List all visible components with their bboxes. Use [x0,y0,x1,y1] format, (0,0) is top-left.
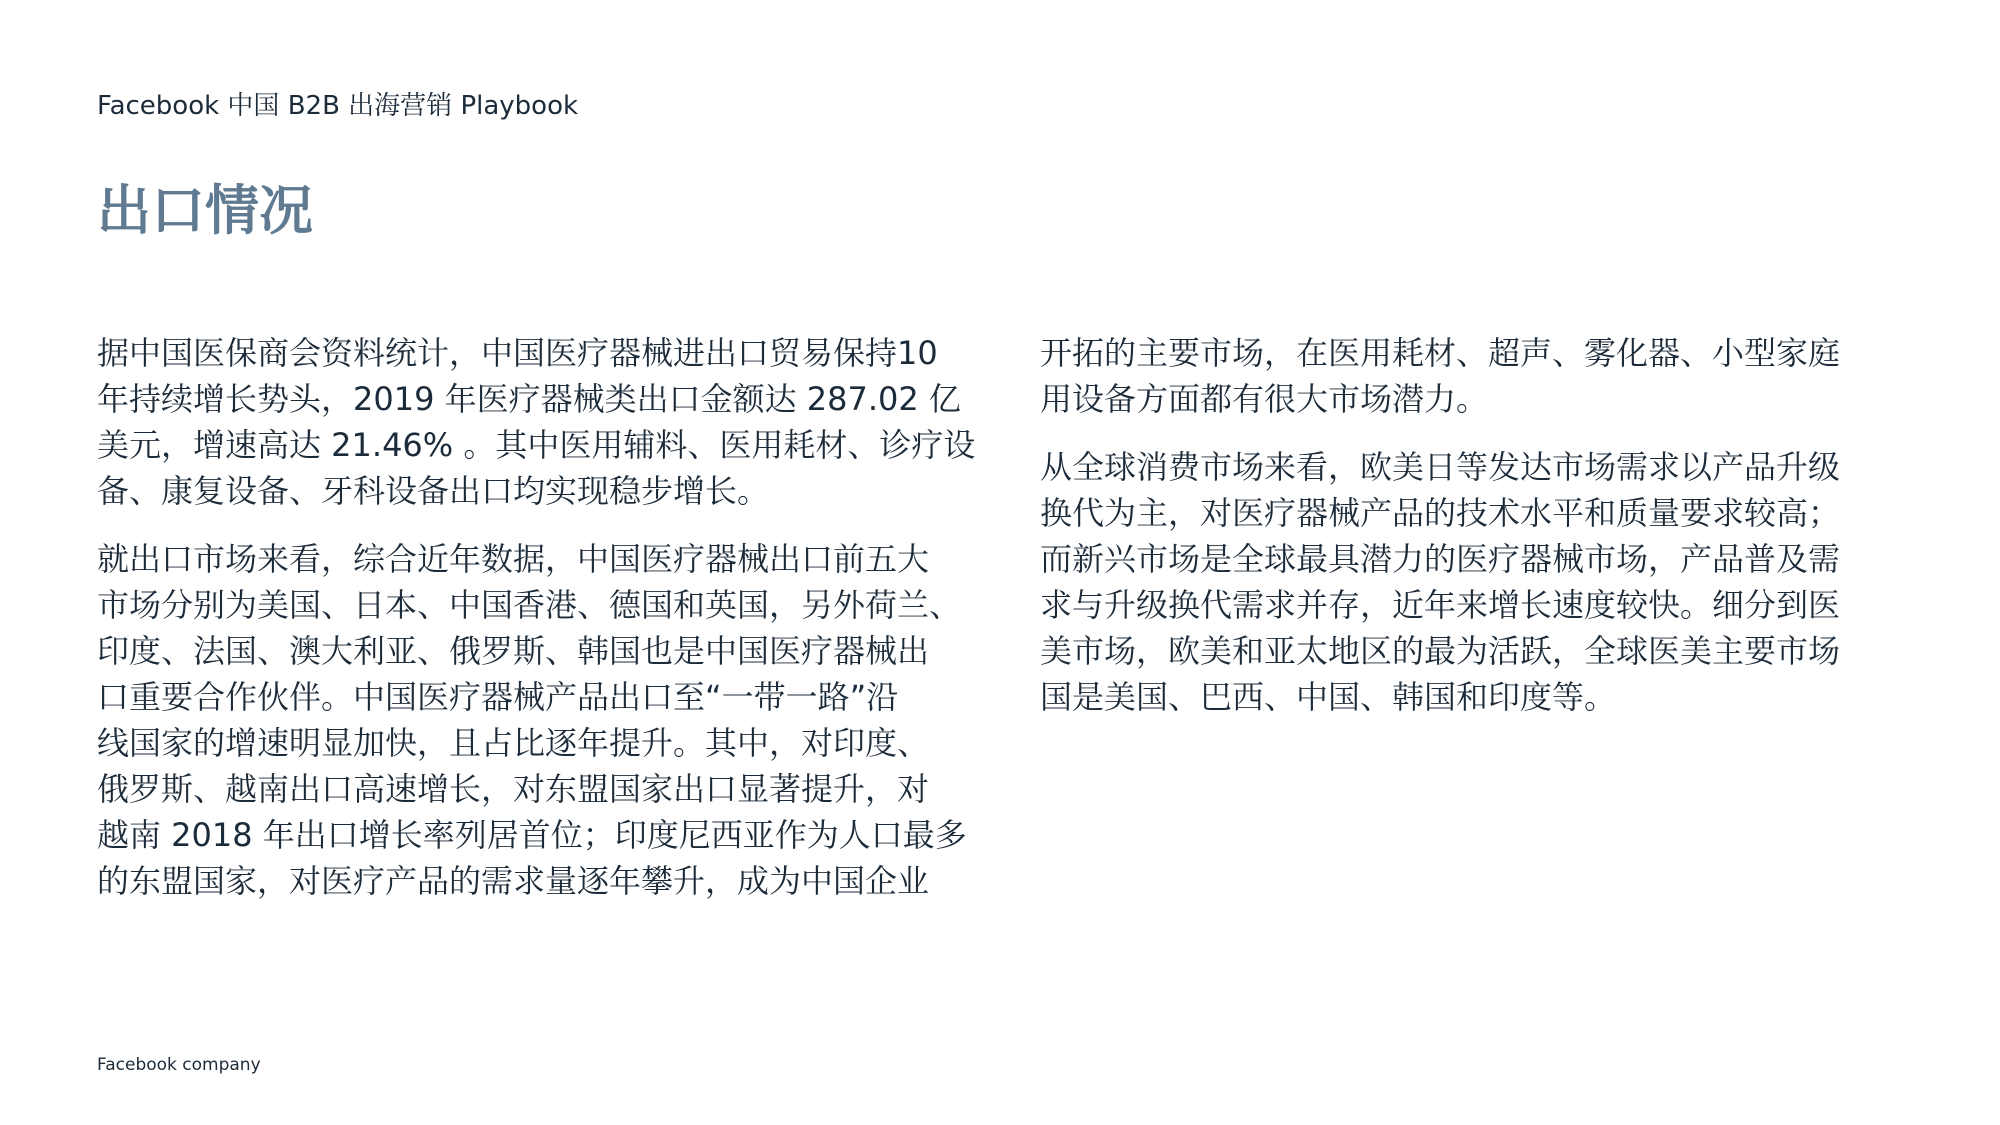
left-text-column [97,330,997,926]
left-paragraph-2: 就出口市场来看，综合近年数据，中国医疗器械出口前五大 市场分别为美国、日本、中国香港、德国和英国，另外荷兰、 印度、法国、澳大利亚、俄罗斯、韩国也是中国医疗器械出 口重要合作伙伴。中国医疗器械产品出口至“一带一路”沿 线国家的增速明显加快，且占比逐年提升。其中，对印度、 俄罗斯、越南出口高速增长，对东盟国家出口显著提升，对 越南 2018 年出口增长率列居首位；印度尼西亚作为人口最多 的东盟国家，对医疗产品的需求量逐年攀升，成为中国企业 [97,540,967,900]
right-paragraph-1: 开拓的主要市场，在医用耗材、超声、雾化器、小型家庭 用设备方面都有很大市场潜力。 [1040,334,1841,418]
page-title: 出口情况 [97,179,313,242]
left-paragraph-1: 据中国医保商会资料统计，中国医疗器械进出口贸易保持10 年持续增长势头，2019 年医疗器械类出口金额达 287.02 亿 美元，增速高达 21.46% 。其中医用辅料、医用耗材、诊疗设 备、康复设备、牙科设备出口均实现稳步增长。 [97,334,976,510]
right-text-column [1040,330,1940,742]
document-header: Facebook 中国 B2B 出海营销 Playbook [97,91,579,121]
right-paragraph-2: 从全球消费市场来看，欧美日等发达市场需求以产品升级 换代为主，对医疗器械产品的技术水平和质量要求较高； 而新兴市场是全球最具潜力的医疗器械市场，产品普及需 求与升级换代需求并存，近年来增长速度较快。细分到医 美市场，欧美和亚太地区的最为活跃，全球医美主要市场 国是美国、巴西、中国、韩国和印度等。 [1040,448,1841,716]
document-footer: Facebook company [97,1055,261,1075]
